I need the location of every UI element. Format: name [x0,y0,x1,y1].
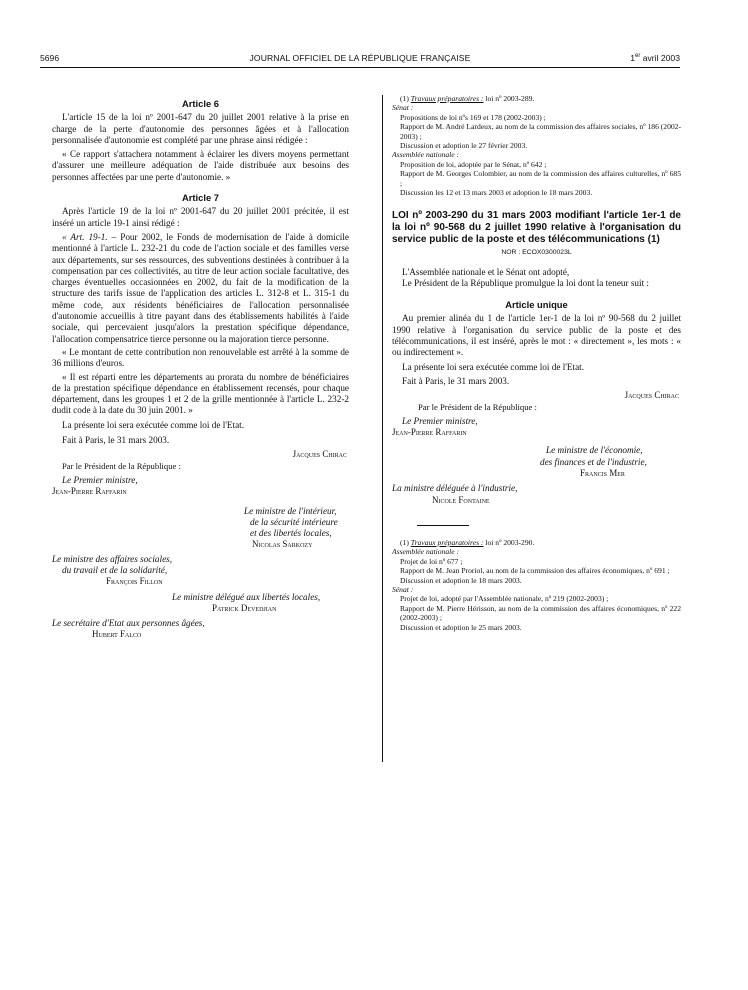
article-unique-heading: Article unique [505,299,568,311]
industry-minister-name: Nicole Fontaine [432,494,490,505]
countersign-intro-2: Par le Président de la République : [418,401,537,412]
article-7-paragraph-3: « Le montant de cette contribution non renouvelable est arrêté à la somme de 36 millions d'euros. [52,346,349,369]
signing-place-date-2: Fait à Paris, le 31 mars 2003. [402,375,510,386]
social-minister-name: François Fillon [106,576,163,587]
column-divider [382,95,383,762]
article-6-paragraph-1: L'article 15 de la loi nº 2001-647 du 20 juillet 2001 relative à la prise en charge de la perte d'autonomie des personnes âgées et à l'allocation personnalisée d'autonomie est complété par une phrase ainsi rédigée : [52,112,349,145]
economy-minister-block: Le ministre de l'économie, des finances et de l'industrie, Francis Mer [540,445,681,479]
execution-clause: La présente loi sera exécutée comme loi de l'Etat. [62,419,245,430]
footnote-rule [417,525,469,526]
article-7-heading: Article 7 [182,192,219,204]
pm-title-2: Le Premier ministre, [402,415,478,426]
article-7-paragraph-1: Après l'article 19 de la loi nº 2001-647 du 20 juillet 2001 précitée, il est inséré un article 19-1 ainsi rédigé : [52,206,349,228]
signing-place-date: Fait à Paris, le 31 mars 2003. [62,435,170,446]
nor-reference: NOR : ECOX0300023L [501,249,572,257]
enactment-intro-2: Le Président de la République promulgue la loi dont la teneur suit : [402,277,649,288]
pm-name-2: Jean-Pierre Raffarin [392,427,467,438]
pm-title: Le Premier ministre, [62,474,138,485]
countersign-intro: Par le Président de la République : [62,460,181,471]
execution-clause-2: La présente loi sera exécutée comme loi de l'Etat. [402,361,585,372]
social-minister-block: Le ministre des affaires sociales, du travail et de la solidarité, François Fillon [52,554,349,588]
elderly-secretary-block: Le secrétaire d'Etat aux personnes âgées, Hubert Falco [52,618,349,641]
issue-date: 1er avril 2003 [630,53,680,63]
header-rule [40,67,680,68]
signatory-president-2: Jacques Chirac [624,390,679,401]
interior-minister-name: Nicolas Sarkozy [252,539,313,550]
enactment-intro-1: L'Assemblée nationale et le Sénat ont adopté, [402,266,570,277]
signatory-president: Jacques Chirac [292,449,347,460]
article-7-paragraph-2: « Art. 19-1. – Pour 2002, le Fonds de modernisation de l'aide à domicile mentionné à l'article L. 232-21 du code de l'action sociale et des familles verse aux départements, sur ses ressources, des subventions destinées à contribuer à la compensation par ces collectivités, au titre de leur action sociale facultative, des charges éventuelles occasionnées en 2002, du fait de la modification de la structure des tarifs issue de l'application des articles L. 312-8 et L. 315-1 du même code, aux résidents bénéficiaires de l'allocation personnalisée d'autonomie accueillis à titre payant dans des établissements habilités à l'aide sociale, qui percevaient jusqu'alors la prestation spécifique dépendance, l'allocation compensatrice tierce personne ou la majoration tierce personne. [52,231,349,344]
local-liberties-minister-name: Patrick Devedjian [212,602,277,613]
industry-minister-block: La ministre déléguée à l'industrie, Nicole Fontaine [392,483,681,506]
law-title: LOI nº 2003-290 du 31 mars 2003 modifiant l'article 1er-1 de la loi nº 90-568 du 2 juillet 1990 relative à l'organisation du service public de la poste et des télécommunications (1) [392,210,681,245]
article-unique-paragraph: Au premier alinéa du 1 de l'article 1er-1 de la loi nº 90-568 du 2 juillet 1990 relative à l'organisation du service public de la poste et des télécommunications, il est inséré, après le mot : « directement », les mots : « ou indirectement ». [392,313,681,358]
left-column [52,98,349,641]
article-7-paragraph-4: « Il est réparti entre les départements au prorata du nombre de bénéficiaires de la prestation spécifique dépendance en établissement recensés, pour chaque département, dans les groupes 1 et 2 de la grille mentionnée à l'article L. 232-2 dudit code à la date du 30 juin 2001. » [52,371,349,416]
page-number: 5696 [40,53,60,63]
right-column [392,94,682,632]
page-header [40,53,680,67]
elderly-secretary-name: Hubert Falco [92,629,142,640]
article-6-heading: Article 6 [182,98,219,109]
local-liberties-minister-block: Le ministre délégué aux libertés locales, Patrick Devedjian [172,592,349,615]
interior-minister-block: Le ministre de l'intérieur, de la sécurité intérieure et des libertés locales, Nicolas Sarkozy [244,506,349,551]
footnote-law-2003-289: (1) Travaux préparatoires : loi nº 2003-289. Sénat : Propositions de loi nºs 169 et 178 (2002-2003) ; Rapport de M. André Lardeux, au nom de la commission des affaires sociales, nº 186 (2002-2003) ; Discussion et adoption le 27 février 2003. Assemblée nationale : Proposition de loi, adoptée par le Sénat, nº 642 ; Rapport de M. Georges Colombier, au nom de la commission des affaires culturelles, nº 685 ; Discussion les 12 et 13 mars 2003 et adoption le 18 mars 2003. [392,94,682,198]
economy-minister-name: Francis Mer [580,468,625,478]
article-6-paragraph-2: « Ce rapport s'attachera notamment à éclairer les divers moyens permettant d'assurer une meilleure adéquation de l'aide distribuée aux besoins des personnes affectées par une perte d'autonomie. » [52,149,349,182]
footnote-law-2003-290: (1) Travaux préparatoires : loi nº 2003-290. Assemblée nationale : Projet de loi nº 677 ; Rapport de M. Jean Proriol, au nom de la commission des affaires économiques, nº 691 ; Discussion et adoption le 18 mars 2003. Sénat : Projet de loi, adopté par l'Assemblée nationale, nº 219 (2002-2003) ; Rapport de M. Pierre Hérisson, au nom de la commission des affaires économiques, nº 222 (2002-2003) ; Discussion et adoption le 25 mars 2003. [392,537,681,632]
pm-name: Jean-Pierre Raffarin [52,486,127,497]
journal-title: JOURNAL OFFICIEL DE LA RÉPUBLIQUE FRANÇAISE [249,53,471,63]
